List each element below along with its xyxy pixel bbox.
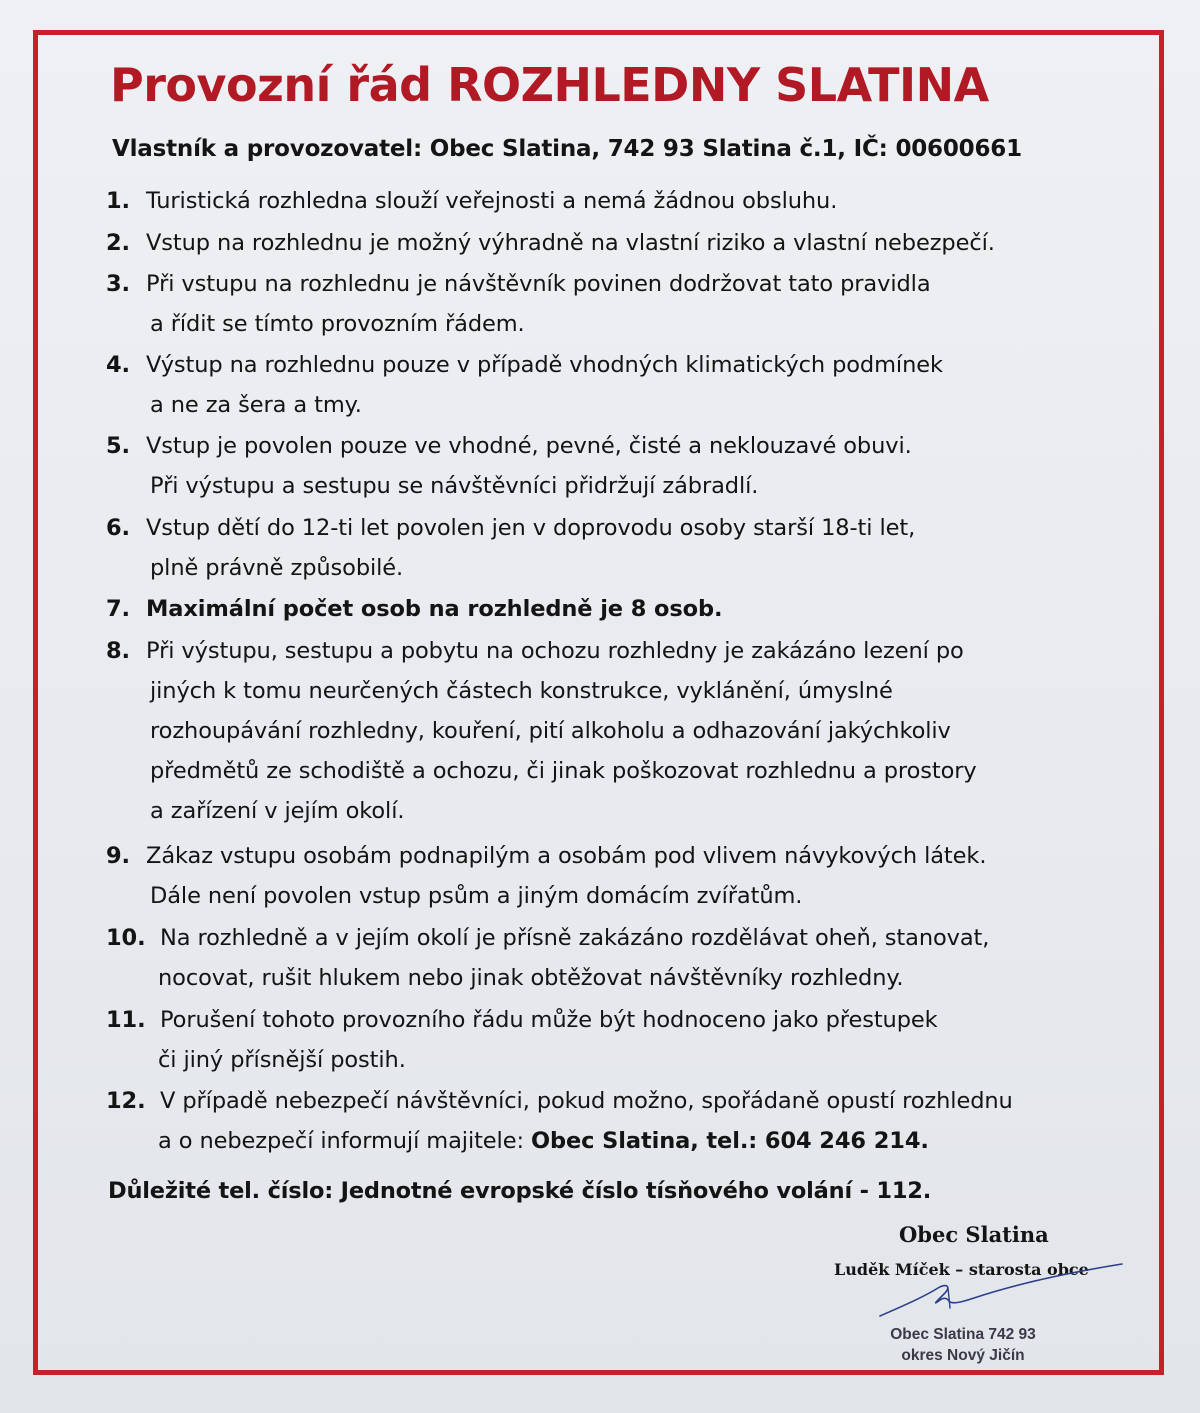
rule-text: Vstup je povolen pouze ve vhodné, pevné, čisté a neklouzavé obuvi. [146, 433, 912, 459]
rule-text: Dále není povolen vstup psům a jiným domácím zvířatům. [150, 883, 803, 909]
rule-8 [106, 631, 977, 831]
rule-6 [106, 508, 915, 588]
signoff-mayor: Luděk Míček – starosta obce [834, 1260, 1089, 1279]
rule-3 [106, 264, 931, 344]
rule-number: 4. [106, 352, 131, 378]
rule-text: Vstup na rozhlednu je možný výhradně na vlastní riziko a vlastní nebezpečí. [146, 230, 995, 256]
rule-number: 11. [106, 1007, 146, 1033]
rule-2 [106, 223, 995, 263]
rule-number: 5. [106, 433, 131, 459]
rule-text: předmětů ze schodiště a ochozu, či jinak poškozovat rozhlednu a prostory [150, 758, 977, 784]
rule-text: Na rozhledně a v jejím okolí je přísně zakázáno rozdělávat oheň, stanovat, [160, 925, 990, 951]
rule-5 [106, 426, 912, 506]
rule-text: Zákaz vstupu osobám podnapilým a osobám pod vlivem návykových látek. [146, 843, 987, 869]
rule-text: Vstup dětí do 12-ti let povolen jen v doprovodu osoby starší 18-ti let, [146, 515, 916, 541]
rule-number: 8. [106, 638, 131, 664]
rule-number: 6. [106, 515, 131, 541]
rule-text: a řídit se tímto provozním řádem. [150, 311, 525, 337]
rule-text: a ne za šera a tmy. [150, 392, 362, 418]
rule-text: Při vstupu na rozhlednu je návštěvník povinen dodržovat tato pravidla [146, 271, 931, 297]
rule-text: Porušení tohoto provozního řádu může být hodnoceno jako přestupek [160, 1007, 938, 1033]
owner-line: Vlastník a provozovatel: Obec Slatina, 742 93 Slatina č.1, IČ: 00600661 [112, 136, 1022, 162]
rule-text: a o nebezpečí informují majitele: [158, 1128, 531, 1154]
rule-text: a zařízení v jejím okolí. [150, 798, 405, 824]
rule-text: Turistická rozhledna slouží veřejnosti a nemá žádnou obsluhu. [146, 188, 838, 214]
page-title: Provozní řád ROZHLEDNY SLATINA [110, 58, 989, 112]
rule-text: Výstup na rozhlednu pouze v případě vhodných klimatických podmínek [146, 352, 943, 378]
rule-7 [106, 589, 722, 629]
rule-12 [106, 1081, 1013, 1161]
rule-text: plně právně způsobilé. [150, 555, 404, 581]
rule-text: jiných k tomu neurčených částech konstrukce, vyklánění, úmyslné [150, 678, 893, 704]
rule-number: 1. [106, 188, 131, 214]
stamp-line: Obec Slatina 742 93 [890, 1326, 1036, 1343]
rule-11 [106, 1000, 938, 1080]
contact-phone: Obec Slatina, tel.: 604 246 214. [530, 1128, 929, 1154]
rule-9 [106, 836, 986, 916]
official-stamp [868, 1324, 1058, 1366]
rule-number: 7. [106, 596, 131, 622]
rule-4 [106, 345, 943, 425]
rule-text: či jiný přísnější postih. [158, 1047, 406, 1073]
rule-number: 2. [106, 230, 131, 256]
rule-text: rozhoupávání rozhledny, kouření, pití alkoholu a odhazování jakýchkoliv [150, 718, 951, 744]
rule-number: 12. [106, 1088, 146, 1114]
rule-number: 3. [106, 271, 131, 297]
rule-10 [106, 918, 989, 998]
handwritten-signature [870, 1258, 1130, 1330]
emergency-number-line: Důležité tel. číslo: Jednotné evropské číslo tísňového volání - 112. [108, 1178, 932, 1204]
stamp-line: okres Nový Jičín [901, 1347, 1025, 1364]
rule-text: Při výstupu a sestupu se návštěvníci přidržují zábradlí. [150, 473, 759, 499]
rule-number: 10. [106, 925, 146, 951]
rule-text: Při výstupu, sestupu a pobytu na ochozu rozhledny je zakázáno lezení po [146, 638, 964, 664]
rule-number: 9. [106, 843, 131, 869]
rule-1 [106, 181, 837, 221]
rule-text: nocovat, rušit hlukem nebo jinak obtěžovat návštěvníky rozhledny. [158, 965, 904, 991]
rule-text: Maximální počet osob na rozhledně je 8 osob. [146, 596, 723, 622]
rule-text: V případě nebezpečí návštěvníci, pokud možno, spořádaně opustí rozhlednu [160, 1088, 1013, 1114]
signoff-organization: Obec Slatina [899, 1222, 1049, 1247]
